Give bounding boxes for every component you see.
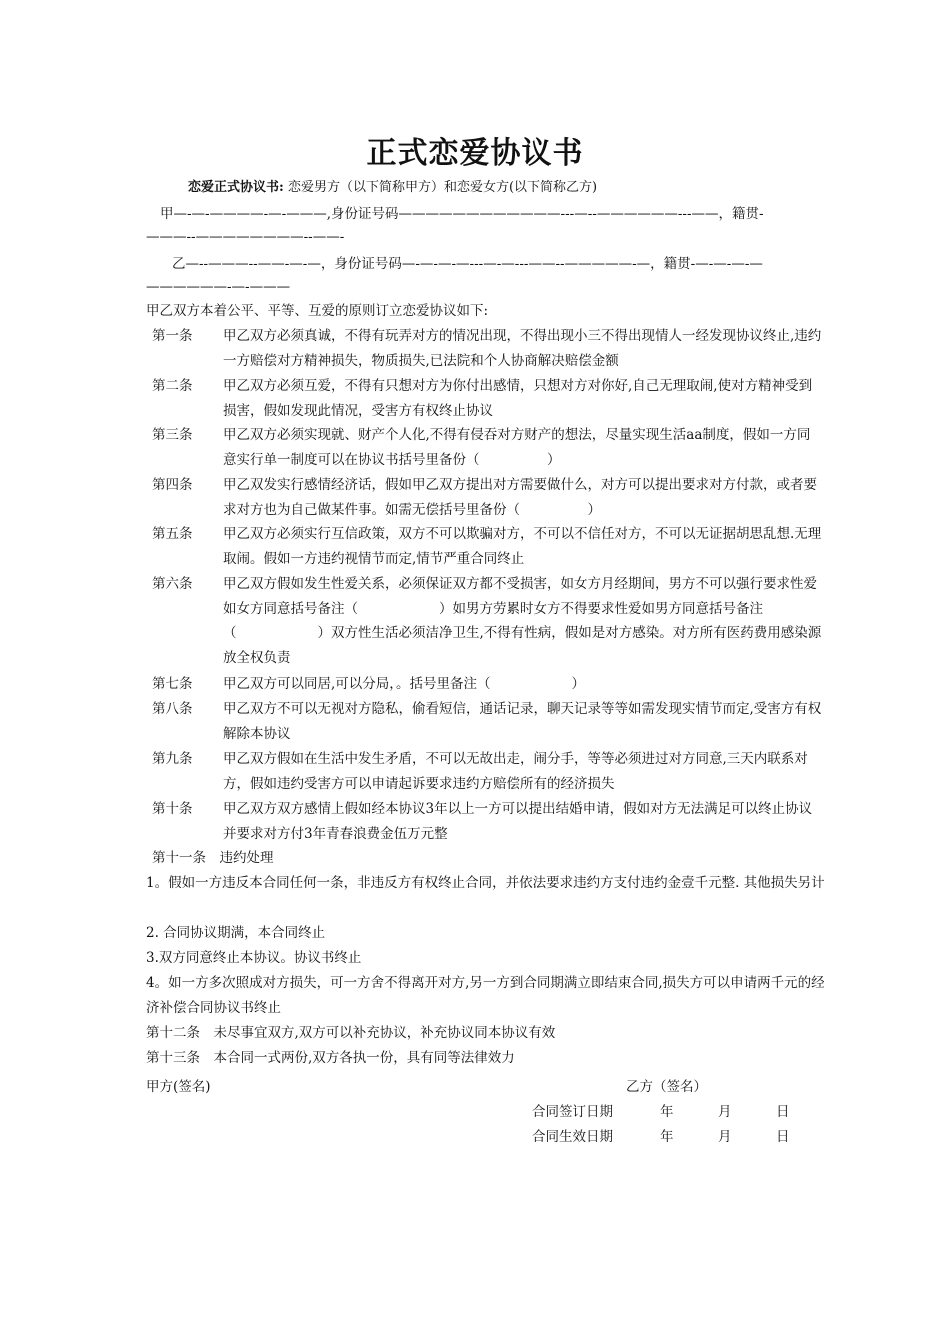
article-13: 第十三条 本合同一式两份,双方各执一份，具有同等法律效力 — [146, 1050, 515, 1066]
effective-date-label: 合同生效日期 — [532, 1129, 613, 1145]
article-4 — [152, 473, 822, 522]
party-b-signature: 乙方（签名） — [626, 1079, 707, 1095]
subtitle-text: 恋爱男方（以下简称甲方）和恋爱女方(以下简称乙方) — [283, 180, 598, 195]
month-label: 月 — [718, 1129, 732, 1145]
document-title: 正式恋爱协议书 — [366, 136, 584, 171]
party-a-signature: 甲方(签名) — [146, 1079, 211, 1095]
subtitle-line — [188, 179, 597, 197]
article-number: 第四条 — [152, 477, 193, 493]
signed-date-row — [532, 1100, 790, 1120]
party-a-line-1: 甲—-—-————-—-———,身份证号码————————————---—--——————---——，籍贯- — [160, 206, 764, 222]
article-10 — [152, 797, 822, 846]
article-text: 甲乙双方必须真诚，不得有玩弄对方的情况出现，不得出现小三不得出现情人一经发现协议终止,违约一方赔偿对方精神损失，物质损失,已法院和个人协商解决赔偿金额 — [223, 328, 822, 369]
article-2 — [152, 374, 822, 423]
article-text: 甲乙双方不可以无视对方隐私，偷看短信，通话记录，聊天记录等等如需发现实情节而定,受害方有权解除本协议 — [223, 701, 822, 742]
clause-2: 2. 合同协议期满，本合同终止 — [146, 925, 326, 941]
intro-text: 甲乙双方本着公平、平等、互爱的原则订立恋爱协议如下: — [146, 303, 489, 319]
article-text: 甲乙双方假如发生性爱关系，必须保证双方都不受损害，如女方月经期间，男方不可以强行要求性爱如女方同意括号备注（ ）如男方劳累时女方不得要求性爱如男方同意括号备注（ ）双方性生活必须洁净卫生,不得有性病，假如是对方感染。对方所有医药费用感染源放全权负责 — [223, 576, 822, 666]
article-6 — [152, 572, 822, 670]
article-8 — [152, 697, 822, 746]
article-1 — [152, 324, 822, 373]
year-label: 年 — [660, 1104, 674, 1120]
article-number: 第一条 — [152, 328, 193, 344]
article-12: 第十二条 未尽事宜双方,双方可以补充协议，补充协议同本协议有效 — [146, 1025, 556, 1041]
article-7 — [152, 672, 822, 697]
article-number: 第三条 — [152, 427, 193, 443]
article-number: 第二条 — [152, 378, 193, 394]
party-a-line-2: ———--————————--——- — [146, 229, 345, 245]
article-number: 第五条 — [152, 526, 193, 542]
party-b-line-1: 乙—--———--——-—-—，身份证号码—-—-—-—---—-—---——--—————-—，籍贯-—-—-—-— — [172, 256, 763, 272]
article-text: 甲乙双方必须实行互信政策，双方不可以欺骗对方，不可以不信任对方，不可以无证据胡思乱想.无理取闹。假如一方违约视情节而定,情节严重合同终止 — [223, 526, 822, 567]
article-number: 第七条 — [152, 676, 193, 692]
effective-date-row — [532, 1125, 790, 1145]
clause-3: 3.双方同意终止本协议。协议书终止 — [146, 950, 362, 966]
article-number: 第十条 — [152, 801, 193, 817]
article-text: 甲乙双方必须互爱，不得有只想对方为你付出感情，只想对方对你好,自己无理取闹,使对方精神受到损害，假如发现此情况，受害方有权终止协议 — [223, 378, 813, 419]
article-3 — [152, 423, 822, 472]
article-number: 第八条 — [152, 701, 193, 717]
clause-1: 1。假如一方违反本合同任何一条，非违反方有权终止合同，并依法要求违约方支付违约金壹千元整. 其他损失另计 — [146, 875, 825, 891]
article-text: 甲乙双方必须实现就、财产个人化,不得有侵吞对方财产的想法，尽量实现生活aa制度，假如一方同意实行单一制度可以在协议书括号里备份（ ） — [223, 427, 811, 468]
article-number: 第九条 — [152, 751, 193, 767]
clause-4: 4。如一方多次照成对方损失，可一方舍不得离开对方,另一方到合同期满立即结束合同,损失方可以申请两千元的经济补偿合同协议书终止 — [146, 975, 825, 1016]
day-label: 日 — [776, 1104, 790, 1120]
signed-date-label: 合同签订日期 — [532, 1104, 613, 1120]
article-text: 甲乙双方双方感情上假如经本协议3年以上一方可以提出结婚申请，假如对方无法满足可以终止协议并要求对方付3年青春浪费金伍万元整 — [223, 801, 813, 842]
day-label: 日 — [776, 1129, 790, 1145]
article-number: 第六条 — [152, 576, 193, 592]
article-text: 甲乙双发实行感情经济话，假如甲乙双方提出对方需要做什么，对方可以提出要求对方付款，或者要求对方也为自己做某件事。如需无偿括号里备份（ ） — [223, 477, 817, 518]
subtitle-label: 恋爱正式协议书: — [188, 180, 284, 195]
article-text: 甲乙双方可以同居,可以分局，。括号里备注（ ） — [223, 676, 586, 692]
year-label: 年 — [660, 1129, 674, 1145]
month-label: 月 — [718, 1104, 732, 1120]
article-9 — [152, 747, 822, 796]
party-b-line-2: ——————-—-——— — [146, 279, 291, 295]
article-11-heading: 第十一条 违约处理 — [152, 850, 274, 866]
article-5 — [152, 522, 822, 571]
article-text: 甲乙双方假如在生活中发生矛盾，不可以无故出走，闹分手，等等必须进过对方同意,三天内联系对方，假如违约受害方可以申请起诉要求违约方赔偿所有的经济损失 — [223, 751, 808, 792]
